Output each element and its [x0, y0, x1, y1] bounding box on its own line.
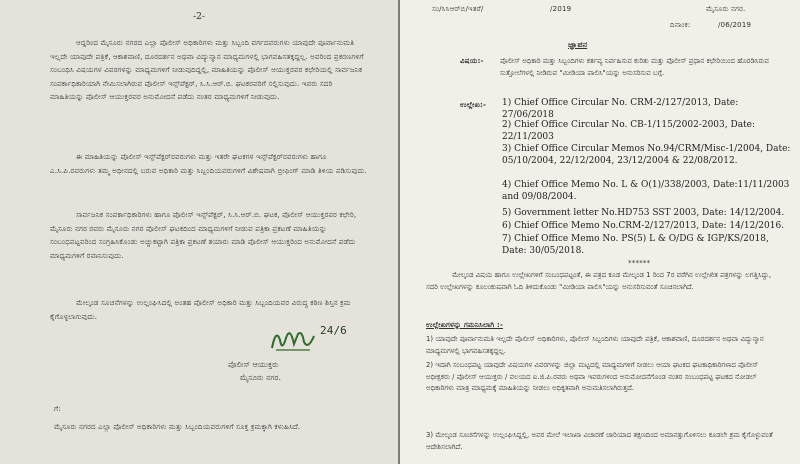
- right-page: [400, 0, 800, 464]
- reference-item: 2) Chief Office Circular No. CB-1/115/2002-2003, Date: 22/11/2003: [502, 120, 756, 142]
- reference-item: 3) Chief Office Circular Memos No.94/CRM/Misc-1/2004, Date: 05/10/2004, 22/12/2004, 23/12/2004 & 22/08/2012.: [502, 144, 791, 166]
- left-paragraph-3: ಸಾರ್ವಜನಿಕ ಸಂಪರ್ಕಾಧಿಕಾರಿಗಳು ಹಾಗೂ ಪೊಲೀಸ್ ಇನ್ಸ್‌ಪೆಕ್ಟರ್, ಸಿ.ಸಿ.ಆರ್.ಬಿ. ಘಟಕ, ಪೊಲೀಸ್ ಆಯುಕ್ತರವರ ಕಛೇರಿ, ಮೈಸೂರು ನಗರ ರವರು ಮೈಸೂರು ನಗರ ಪೊಲೀಸ್ ಘಟಕದಿಂದ ಮಾಧ್ಯಮಗಳಿಗೆ ನೀಡುವ ಪತ್ರಿಕಾ ಪ್ರಕಟಣೆ ಮಾಹಿತಿಯನ್ನು ಸಂಬಂಧಪಟ್ಟವರಿಂದ ಸಂಗ್ರಹಿಸಿಕೊಂಡು ಅಚ್ಚುಕಟ್ಟಾಗಿ ಪತ್ರಿಕಾ ಪ್ರಕಟಣೆ ತಯಾರು ಮಾಡಿ ಪೊಲೀಸ್ ಆಯುಕ್ತರಿಂದ ಅನುಮೋದನೆ ಪಡೆದು ಮಾಧ್ಯಮಗಳಿಗೆ ರವಾನಿಸುವುದು.: [50, 210, 357, 260]
- references-label: ಉಲ್ಲೇಖ:-: [460, 100, 487, 109]
- reference-item: 7) Chief Office Memo No. PS(5) L & O/DG & IGP/KS/2018, Date: 30/05/2018.: [502, 234, 769, 256]
- signatory-office: ಮೈಸೂರು ನಗರ.: [240, 373, 282, 382]
- reference-year: /2019: [550, 4, 572, 13]
- to-label: ಗೆ:: [54, 404, 61, 413]
- office-name: ಮೈಸೂರು ನಗರ.: [706, 4, 746, 13]
- reference-item: 6) Chief Office Memo No.CRM-2/127/2013, Date: 14/12/2016.: [502, 221, 785, 231]
- notes-heading: ಉಲ್ಲೇಖಗಳನ್ನು ಗಮನಿಸಿಲಾಗಿ :-: [426, 320, 503, 329]
- to-text: ಮೈಸೂರು ನಗರದ ಎಲ್ಲಾ ಪೊಲೀಸ್ ಅಧಿಕಾರಿಗಳು ಮತ್ತು ಸಿಬ್ಬಂದಿಯವರುಗಳಿಗೆ ಸೂಕ್ತ ಕ್ರಮಕ್ಕಾಗಿ ಕಳುಹಿಸಿದೆ.: [54, 422, 301, 431]
- reference-item: 5) Government letter No.HD753 SST 2003, Date: 14/12/2004.: [502, 208, 785, 218]
- body-paragraph: ಮೇಲ್ಕಂಡ ವಿಷಯ ಹಾಗೂ ಉಲ್ಲೇಖಗಳಿಗೆ ಸಂಬಂಧಪಟ್ಟಂತೆ, ಈ ಪತ್ರದ ಕೂಡ ಮೇಲ್ಕಂಡ 1 ರಿಂದ 7ರ ವರೆಗಿನ ಉಲ್ಲೇಖಿತ ಪತ್ರಗಳನ್ನು ಲಗತ್ತಿಸಿದ್ದು, ಸದರಿ ಉಲ್ಲೇಖಗಳನ್ನು ಕೂಲಂಕುಷವಾಗಿ ಓದಿ ತಿಳಿದುಕೊಂಡು "ಮೀಡಿಯಾ ಪಾಲಿಸಿ"ಯನ್ನು ಅನುಸರಿಸುವಂತೆ ಸೂಚಿಸಲಾಗಿದೆ.: [426, 271, 772, 291]
- reference-list: [502, 97, 792, 257]
- reference-item: 4) Chief Office Memo No. L & O(1)/338/2003, Date:11/11/2003 and 09/08/2004.: [502, 180, 790, 202]
- page-number: -2-: [193, 12, 205, 22]
- note-item: 3) ಮೇಲ್ಕಂಡ ಸೂಚನೆಗಳನ್ನು ಉಲ್ಲಂಘಿಸಿದ್ದಲ್ಲಿ, ಅವರ ಮೇಲೆ ಇಲಾಖಾ ವಿಚಾರಣೆ ಜಾರಿಯಾದ ತಕ್ಷಣದಿಂದ ಅಮಾನತ್ತುಗೊಳಿಸಲು ಕೂಡಲೇ ಕ್ರಮ ಕೈಗೊಳ್ಳುವಂತೆ ಆದೇಶಿಸಲಾಗಿದೆ.: [426, 431, 773, 451]
- handwritten-date: 24/6: [320, 324, 347, 337]
- left-paragraph-1: ಆದ್ದರಿಂದ ಮೈಸೂರು ನಗರದ ಎಲ್ಲಾ ಪೊಲೀಸ್ ಅಧಿಕಾರಿಗಳು ಮತ್ತು ಸಿಬ್ಬಂದಿ ವರ್ಗದವರುಗಳು ಯಾವುದೇ ಪೂರ್ವಾನುಮತಿ ಇಲ್ಲದೇ ಯಾವುದೇ ಪತ್ರಿಕೆ, ಆಕಾಶವಾಣಿ, ದೂರದರ್ಶನ ಅಥವಾ ವಿದ್ಯುನ್ಮಾನ ಮಾಧ್ಯಮಗಳಲ್ಲಿ ಭಾಗವಹಿಸತಕ್ಕದ್ದಲ್ಲ. ಅವರಿಂದ ಪ್ರಕರಣಗಳಿಗೆ ಸಂಬಂಧಿಸಿ ವಿಷಯಗಳ ವಿವರಗಳನ್ನು ಮಾಧ್ಯಮಗಳಿಗೆ ನೀಡುವುದಿದ್ದಲ್ಲಿ, ಮಾಹಿತಿಯನ್ನು ಪೊಲೀಸ್ ಆಯುಕ್ತರವರ ಕಛೇರಿಯಲ್ಲಿ ಸಾರ್ವಜನಿಕ ಸಂಪರ್ಕಾಧಿಕಾರಿಯಾಗಿ ನೇಮಿಸಲಾಗಿರುವ ಪೊಲೀಸ್ ಇನ್ಸ್‌ಪೆಕ್ಟರ್, ಸಿ.ಸಿ.ಆರ್.ಬಿ. ಘಟಕರವರಿಗೆ ಸಲ್ಲಿಸುವುದು. ಇವರು ಸದರಿ ಮಾಹಿತಿಯನ್ನು ಪೊಲೀಸ್ ಆಯುಕ್ತರವರ ಅನುಮೋದನೆ ಪಡೆದು ನಂತರ ಮಾಧ್ಯಮಗಳಿಗೆ ನೀಡುವುದು.: [50, 38, 364, 101]
- left-paragraph-2: ಈ ಮಾಹಿತಿಯನ್ನು ಪೊಲೀಸ್ ಇನ್ಸ್‌ಪೆಕ್ಟರ್‌ರವರುಗಳು ಮತ್ತು ಇತರೇ ಘಟಕಗಳ ಇನ್ಸ್‌ಪೆಕ್ಟರ್‌ರವರುಗಳು ಹಾಗೂ ಎ.ಸಿ.ಪಿ.ರವರುಗಳು ತಮ್ಮ ಅಧೀನದಲ್ಲಿ ಬರುವ ಅಧಿಕಾರಿ ಮತ್ತು ಸಿಬ್ಬಂದಿಯವರುಗಳಿಗೆ ವಿಶೇಷವಾಗಿ ಬ್ರೀಫಿಂಗ್ ಮಾಡಿ ತಿಳಿಯ ಪಡಿಸುವುದು.: [50, 152, 367, 175]
- date-label: ದಿನಾಂಕ:: [670, 20, 691, 29]
- subject-label: ವಿಷಯ:-: [460, 56, 484, 65]
- subject-text: ಪೊಲೀಸ್ ಅಧಿಕಾರಿ ಮತ್ತು ಸಿಬ್ಬಂದಿಗಳು ಕರ್ತವ್ಯ ನಿರ್ವಹಿಸುವ ಕುರಿತು ಮತ್ತು ಪೊಲೀಸ್ ಪ್ರಧಾನ ಕಛೇರಿಯಿಂದ ಹೊರಡಿಸಿರುವ ಸುತ್ತೋಲೆಗಳಲ್ಲಿ ನೀಡಿರುವ "ಮೀಡಿಯಾ ಪಾಲಿಸಿ"ಯನ್ನು ಅನುಸರಿಸುವ ಬಗ್ಗೆ.: [500, 57, 769, 77]
- left-page: [0, 0, 398, 464]
- date-value: /06/2019: [718, 20, 752, 29]
- note-item: 1) ಯಾವುದೇ ಪೂರ್ವಾನುಮತಿ ಇಲ್ಲದೇ ಪೊಲೀಸ್ ಅಧಿಕಾರಿಗಳು, ಪೊಲೀಸ್ ಸಿಬ್ಬಂದಿಗಳು ಯಾವುದೇ ಪತ್ರಿಕೆ, ಆಕಾಶವಾಣಿ, ದೂರದರ್ಶನ ಅಥವಾ ವಿದ್ಯುನ್ಮಾನ ಮಾಧ್ಯಮಗಳಲ್ಲಿ ಭಾಗವಹಿಸತಕ್ಕದ್ದಲ್ಲ.: [426, 335, 764, 355]
- signatory-title: ಪೊಲೀಸ್ ಆಯುಕ್ತರು: [228, 360, 279, 369]
- left-paragraph-4: ಮೇಲ್ಕಂಡ ಸೂಚನೆಗಳನ್ನು ಉಲ್ಲಂಘಿಸಿದಲ್ಲಿ ಅಂತಹ ಪೊಲೀಸ್ ಅಧಿಕಾರಿ ಮತ್ತು ಸಿಬ್ಬಂದಿಯವರ ವಿರುದ್ಧ ಕಠಿಣ ಶಿಸ್ತಿನ ಕ್ರಮ ಕೈಗೊಳ್ಳಲಾಗುವುದು.: [50, 298, 351, 321]
- note-item: 2) ಇದಾಗಿ ಸಂಬಂಧಪಟ್ಟ ಯಾವುದೇ ವಿಷಯಗಳ ವಿವರಗಳನ್ನು ಜಿಲ್ಲಾ ಮಟ್ಟದಲ್ಲಿ ಮಾಧ್ಯಮಗಳಿಗೆ ನೀಡಲು ಆಯಾ ಘಟಕದ ಘಟಕಾಧಿಕಾರಿಗಳಾದ ಪೊಲೀಸ್ ಅಧೀಕ್ಷಕರು / ಪೊಲೀಸ್ ಆಯುಕ್ತರು / ವಲಯದ ಐ.ಜಿ.ಪಿ.ರವರು ಅಥವಾ ಇವರುಗಳಿಂದ ಅನುಮೋದನೆಗೊಂಡ ನಂತರ ಸಂಬಂಧಪಟ್ಟ ಘಟಕದ ನೋಡಲ್ ಅಧಿಕಾರಿಗಳು ಮಾತ್ರ ಮಾಧ್ಯಮಕ್ಕೆ ಮಾಹಿತಿಯನ್ನು ನೀಡಲು ಅಧಿಕೃತವಾಗಿ ಅನುಮತಿಸಲಾಗಿರುತ್ತದೆ.: [426, 361, 759, 392]
- separator-stars: ******: [628, 258, 651, 267]
- reference-number: ಸಂ/ಸಿಸಿಆರ್‌ಬಿ/ಇತರೆ/: [432, 4, 484, 13]
- signature-block: [214, 320, 364, 390]
- memo-heading: ಜ್ಞಾಪನ: [568, 40, 588, 49]
- reference-item: 1) Chief Office Circular No. CRM-2/127/2013, Date: 27/06/2018: [502, 98, 739, 120]
